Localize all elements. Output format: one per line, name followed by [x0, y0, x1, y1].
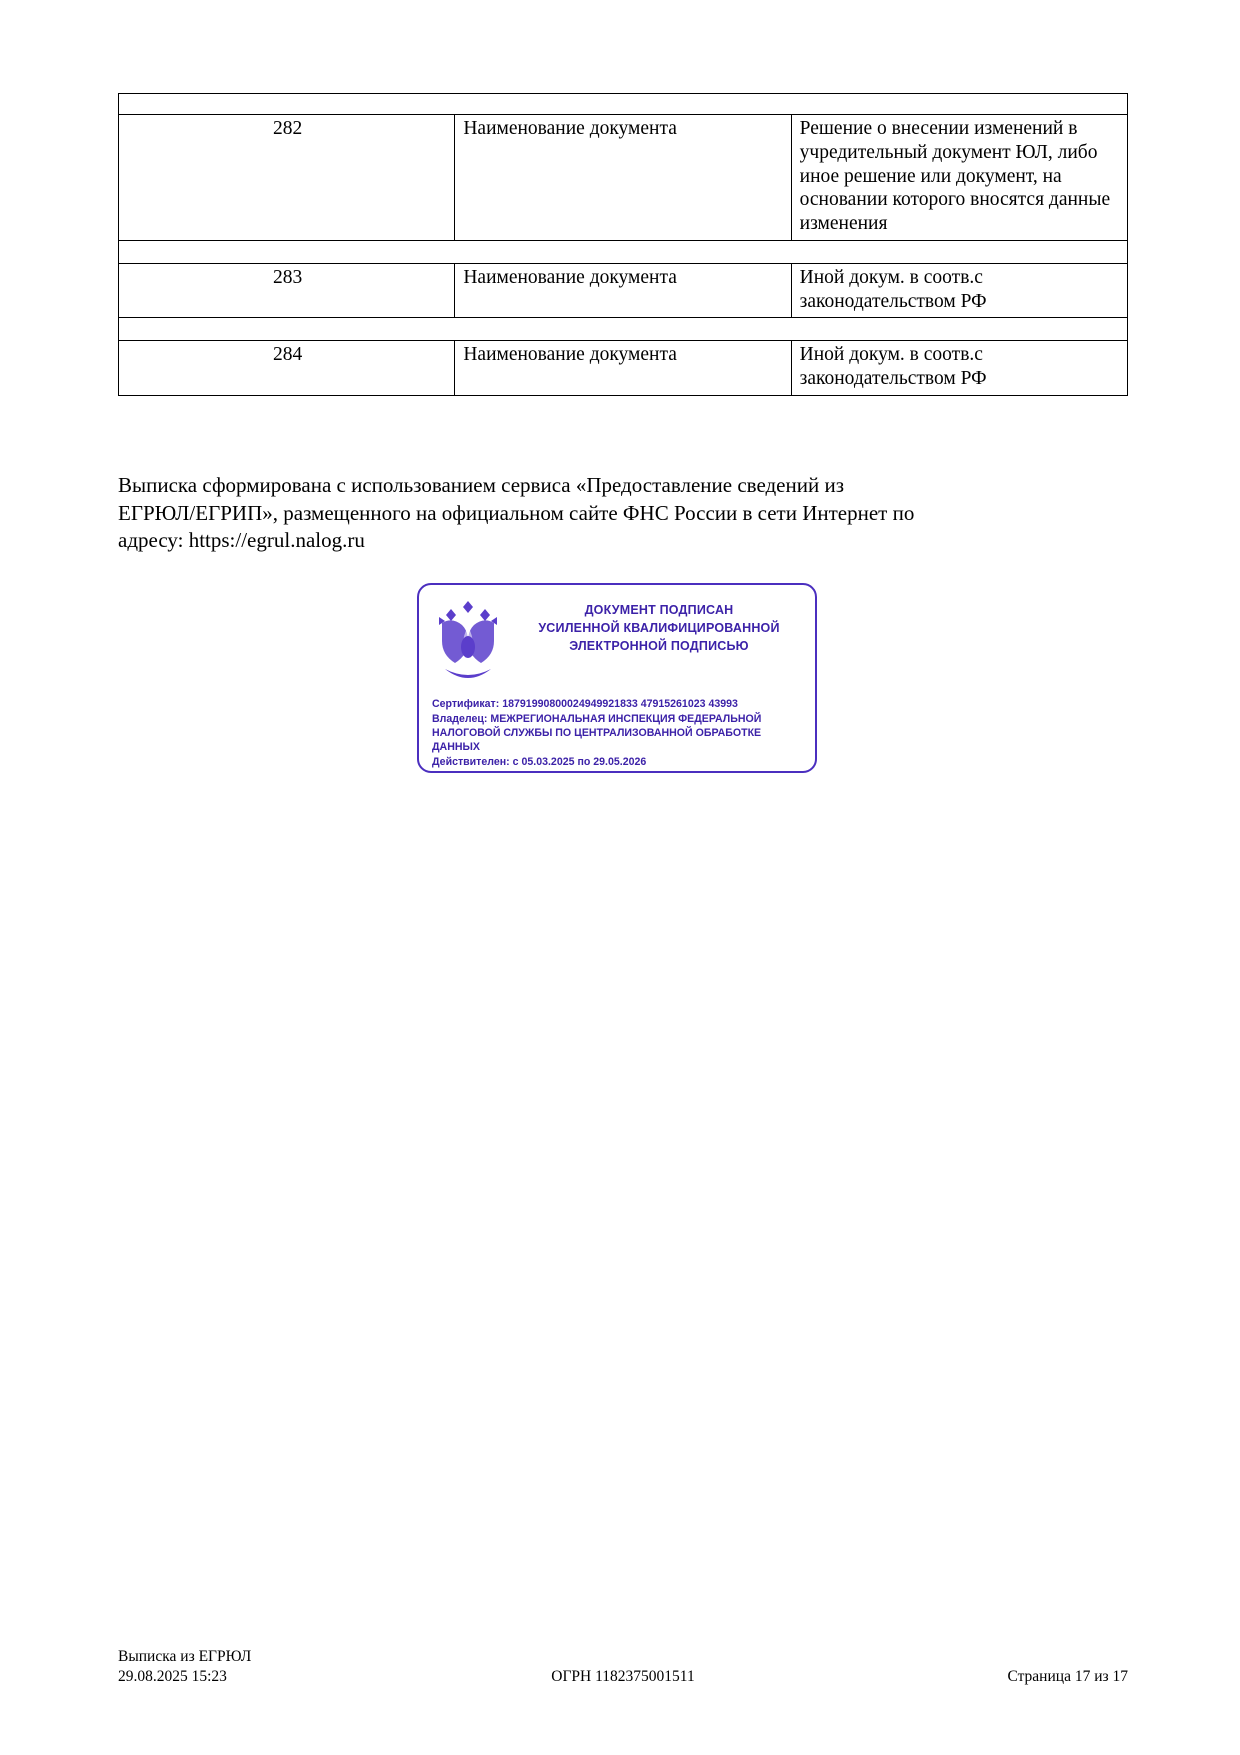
row-number: 283 [119, 263, 455, 318]
stamp-title-line-3: ЭЛЕКТРОННОЙ ПОДПИСЬЮ [569, 639, 749, 654]
table-top-spacer-cell [119, 94, 1128, 115]
stamp-title-line-1: ДОКУМЕНТ ПОДПИСАН [584, 603, 734, 617]
table-spacer-cell [119, 240, 1128, 263]
page-footer [118, 1648, 1128, 1688]
stamp-owner-row [432, 712, 806, 754]
table-row [119, 115, 1128, 241]
stamp-owner-label: Владелец: [432, 713, 488, 726]
footer-ogrn: ОГРН 1182375001511 [551, 1668, 695, 1685]
stamp-valid-label: Действителен: [432, 756, 510, 769]
row-label: Наименование документа [455, 341, 791, 396]
row-label: Наименование документа [455, 115, 791, 241]
statement-line-3: адресу: https://egrul.nalog.ru [118, 528, 365, 553]
stamp-title-line-2: УСИЛЕННОЙ КВАЛИФИЦИРОВАННОЙ [538, 621, 780, 636]
stamp-details [432, 697, 806, 770]
stamp-title [514, 601, 804, 655]
table-spacer-cell [119, 318, 1128, 341]
statement-line-2: ЕГРЮЛ/ЕГРИП», размещенного на официальном сайте ФНС России в сети Интернет по [118, 500, 915, 525]
statement-paragraph [118, 472, 1130, 555]
footer-document-title: Выписка из ЕГРЮЛ [118, 1648, 252, 1665]
stamp-certificate-value: 18791990800024949921833 47915261023 43993 [502, 698, 738, 710]
row-number: 284 [119, 341, 455, 396]
table-top-spacer-row [119, 94, 1128, 115]
table-spacer-row [119, 318, 1128, 341]
row-label: Наименование документа [455, 263, 791, 318]
table-row [119, 341, 1128, 396]
row-value: Иной докум. в соотв.с законодательством РФ [791, 341, 1127, 396]
table-row [119, 263, 1128, 318]
row-number: 282 [119, 115, 455, 241]
electronic-signature-stamp [417, 583, 817, 773]
table-spacer-row [119, 240, 1128, 263]
stamp-valid-row [432, 755, 806, 769]
documents-table [118, 93, 1128, 396]
coat-of-arms-icon [429, 597, 507, 689]
stamp-owner-value: МЕЖРЕГИОНАЛЬНАЯ ИНСПЕКЦИЯ ФЕДЕРАЛЬНОЙ НАЛОГОВОЙ СЛУЖБЫ ПО ЦЕНТРАЛИЗОВАННОЙ ОБРАБОТКЕ ДАННЫХ [432, 713, 762, 754]
statement-line-1: Выписка сформирована с использованием сервиса «Предоставление сведений из [118, 473, 844, 497]
row-value: Решение о внесении изменений в учредительный документ ЮЛ, либо иное решение или документ, на основании которого вносятся данные изменения [791, 115, 1127, 241]
footer-row [118, 1668, 1128, 1688]
stamp-certificate-label: Сертификат: [432, 698, 500, 710]
stamp-valid-value: с 05.03.2025 по 29.05.2026 [512, 756, 647, 769]
row-value: Иной докум. в соотв.с законодательством РФ [791, 263, 1127, 318]
footer-datetime: 29.08.2025 15:23 [118, 1668, 227, 1685]
footer-page-number: Страница 17 из 17 [1007, 1668, 1128, 1685]
stamp-certificate-row [432, 697, 806, 711]
